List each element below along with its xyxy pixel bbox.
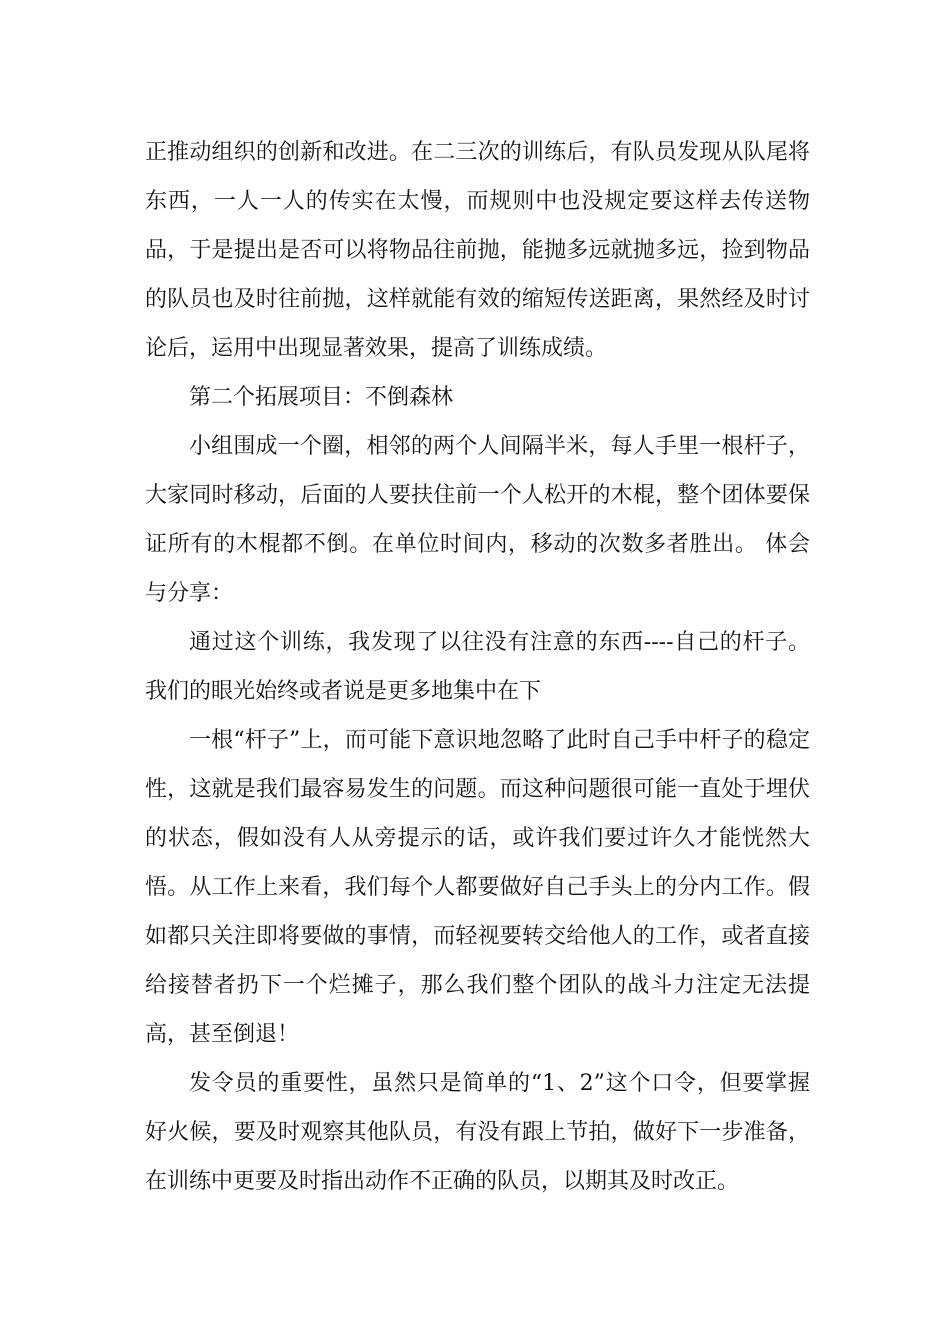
paragraph: 一根“杆子”上，而可能下意识地忽略了此时自己手中杆子的稳定性，这就是我们最容易发生的问题。而这种问题很可能一直处于埋伏的状态，假如没有人从旁提示的话，或许我们要过许久才能恍然大悟。从工作上来看，我们每个人都要做好自己手头上的分内工作。假如都只关注即将要做的事情，而轻视要转交给他人的工作，或者直接给接替者扔下一个烂摊子，那么我们整个团队的战斗力注定无法提高，甚至倒退！ xyxy=(145,728,810,1047)
paragraph-continuation: 正推动组织的创新和改进。在二三次的训练后，有队员发现从队尾将东西，一人一人的传实在太慢，而规则中也没规定要这样去传送物品，于是提出是否可以将物品往前抛，能抛多远就抛多远，捡到物品的队员也及时往前抛，这样就能有效的缩短传送距离，果然经及时讨论后，运用中出现显著效果，提高了训练成绩。 xyxy=(145,140,810,361)
document-body xyxy=(145,128,810,1206)
paragraph: 通过这个训练，我发现了以往没有注意的东西----自己的杆子。我们的眼光始终或者说是更多地集中在下 xyxy=(145,630,810,704)
section-heading: 第二个拓展项目：不倒森林 xyxy=(189,385,454,410)
paragraph: 发令员的重要性，虽然只是简单的“1、2”这个口令，但要掌握好火候，要及时观察其他队员，有没有跟上节拍，做好下一步准备，在训练中更要及时指出动作不正确的队员，以期其及时改正。 xyxy=(145,1071,810,1194)
paragraph: 小组围成一个圈，相邻的两个人间隔半米，每人手里一根杆子，大家同时移动，后面的人要扶住前一个人松开的木棍，整个团体要保证所有的木棍都不倒。在单位时间内，移动的次数多者胜出。 体会与分享： xyxy=(145,434,810,606)
